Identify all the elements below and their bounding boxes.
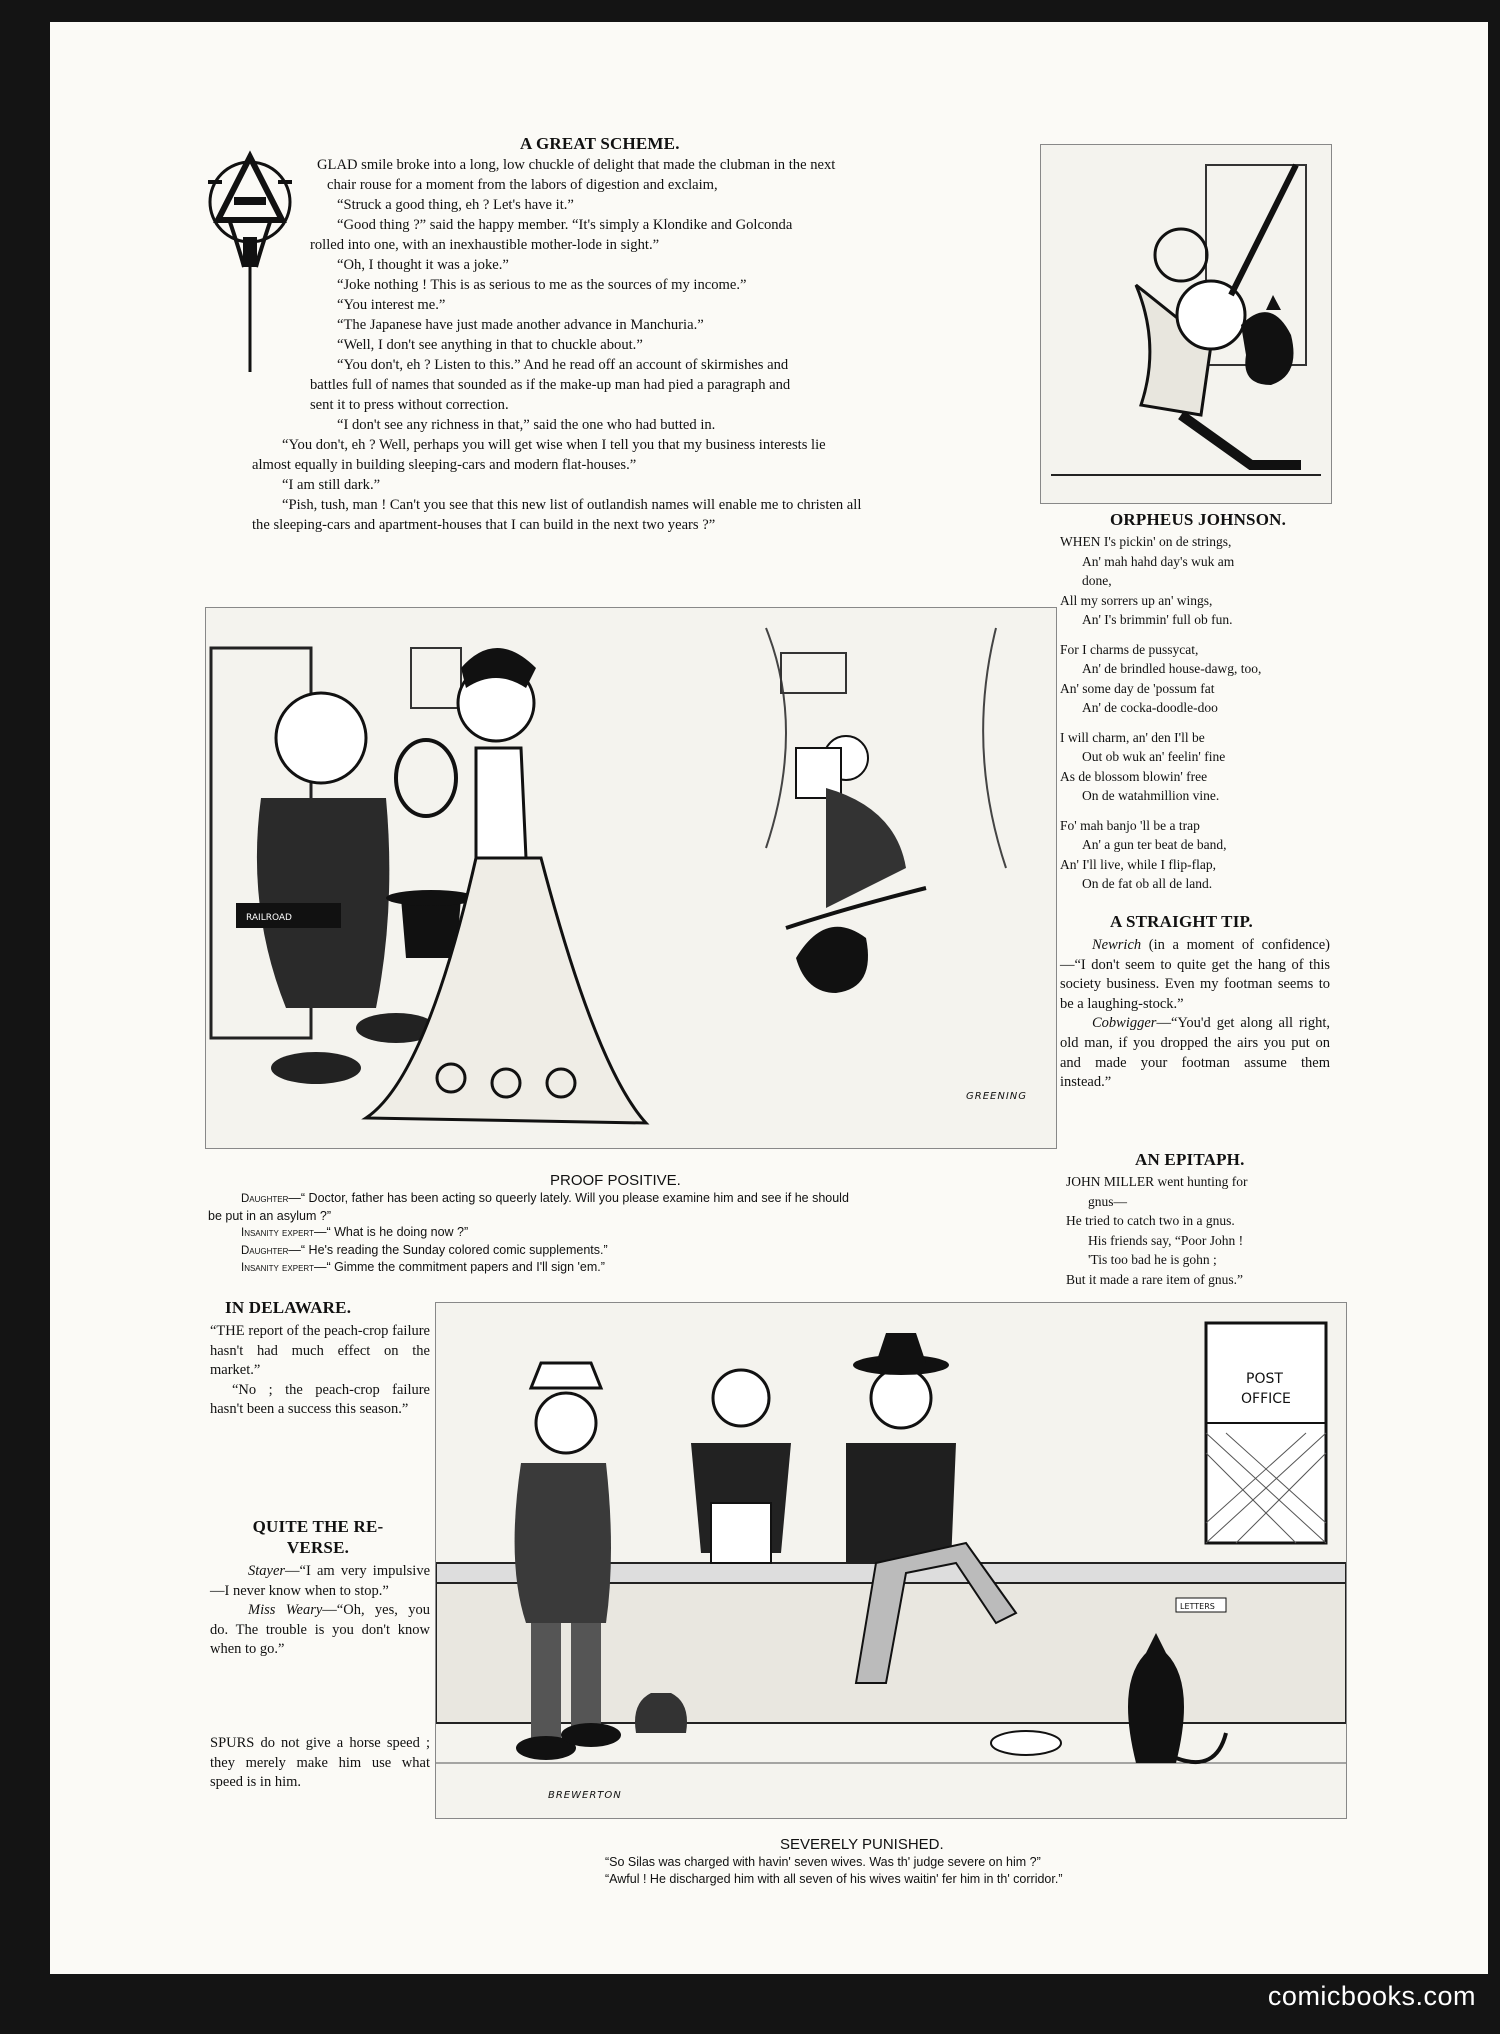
verse-line: His friends say, “Poor John ! bbox=[1088, 1232, 1244, 1248]
post-office-label: OFFICE bbox=[1241, 1391, 1291, 1407]
speaker: Daughter bbox=[241, 1193, 289, 1205]
delaware-title: IN DELAWARE. bbox=[225, 1298, 352, 1317]
severely-punished-illustration bbox=[435, 1302, 1347, 1819]
dialogue: —“ What is he doing now ?” bbox=[313, 1225, 469, 1239]
severely-punished-title: SEVERELY PUNISHED. bbox=[780, 1836, 944, 1853]
verse-line: gnus— bbox=[1088, 1193, 1128, 1209]
verse-line: On de fat ob all de land. bbox=[1082, 876, 1213, 891]
line: “Oh, I thought it was a joke.” bbox=[337, 257, 509, 273]
verse-line: An' de brindled house-dawg, too, bbox=[1082, 661, 1262, 676]
dialogue: “Awful ! He discharged him with all seven of his wives waitin' fer him in th' corridor.” bbox=[605, 1871, 1063, 1886]
epitaph-poem bbox=[1066, 1172, 1336, 1289]
verse-line: WHEN I's pickin' on de strings, bbox=[1060, 534, 1232, 549]
stanza bbox=[1060, 532, 1340, 630]
verse-line: I will charm, an' den I'll be bbox=[1060, 729, 1205, 745]
line: “You interest me.” bbox=[337, 297, 446, 313]
line: “You don't, eh ? Listen to this.” And he read off an account of skirmishes and bbox=[337, 357, 789, 373]
spurs-text: SPURS do not give a horse speed ; they merely make him use what speed is in him. bbox=[210, 1735, 430, 1791]
line: battles full of names that sounded as if the make-up man had pied a paragraph and bbox=[310, 377, 791, 393]
verse-line: All my sorrers up an' wings, bbox=[1060, 592, 1213, 608]
dialogue: —“ He's reading the Sunday colored comic supplements.” bbox=[288, 1242, 608, 1257]
site-watermark: comicbooks.com bbox=[1267, 1981, 1476, 2011]
dialogue: —“Oh, yes, you do. The trouble is you don't know when to go.” bbox=[210, 1602, 430, 1658]
line: GLAD smile broke into a long, low chuckle of delight that made the clubman in the next bbox=[317, 157, 836, 173]
banjo-player-illustration bbox=[1040, 144, 1332, 504]
stanza bbox=[1060, 640, 1340, 718]
verse-line: done, bbox=[1082, 573, 1112, 588]
reverse-title: QUITE THE RE-VERSE. bbox=[252, 1517, 384, 1557]
verse-line: An' mah hahd day's wuk am bbox=[1082, 553, 1235, 569]
severely-punished-caption bbox=[605, 1854, 1305, 1887]
speaker: Miss Weary bbox=[248, 1602, 323, 1619]
great-scheme-title: A GREAT SCHEME. bbox=[520, 134, 680, 153]
verse-line: An' I'll live, while I flip-flap, bbox=[1060, 856, 1216, 872]
speaker: Cobwigger bbox=[1092, 1015, 1157, 1032]
letters-label: LETTERS bbox=[1180, 1602, 1215, 1611]
dialogue: —“I am very impulsive—I never know when to stop.” bbox=[210, 1563, 430, 1599]
stanza bbox=[1060, 816, 1340, 894]
reverse-text bbox=[210, 1562, 430, 1660]
delaware-text bbox=[210, 1322, 430, 1420]
line: “Struck a good thing, eh ? Let's have it.” bbox=[337, 197, 574, 213]
dialogue: —“ Doctor, father has been acting so queerly lately. Will you please examine him and see if he should bbox=[288, 1191, 849, 1205]
line: sent it to press without correction. bbox=[310, 397, 509, 413]
straight-tip-title: A STRAIGHT TIP. bbox=[1110, 912, 1254, 931]
line: “Good thing ?” said the happy member. “It's simply a Klondike and Golconda bbox=[337, 217, 793, 233]
orpheus-poem bbox=[1060, 532, 1340, 904]
line: “Joke nothing ! This is as serious to me as the sources of my income.” bbox=[337, 277, 747, 293]
verse-line: But it made a rare item of gnus.” bbox=[1066, 1271, 1243, 1287]
artist-signature: BREWERTON bbox=[548, 1790, 622, 1801]
line: “You don't, eh ? Well, perhaps you will get wise when I tell you that my business interests lie bbox=[282, 437, 826, 453]
line: “The Japanese have just made another advance in Manchuria.” bbox=[337, 317, 704, 333]
delaware-paragraph: “THE report of the peach-crop failure hasn't had much effect on the market.” bbox=[210, 1323, 430, 1379]
proof-positive-title: PROOF POSITIVE. bbox=[550, 1172, 681, 1189]
line: rolled into one, with an inexhaustible mother-lode in sight.” bbox=[310, 237, 660, 253]
post-office-label: POST bbox=[1246, 1371, 1283, 1387]
artist-signature: GREENING bbox=[966, 1091, 1027, 1102]
dialogue: —“ Gimme the commitment papers and I'll sign 'em.” bbox=[313, 1260, 605, 1274]
verse-line: An' I's brimmin' full ob fun. bbox=[1082, 612, 1233, 627]
speaker: Insanity expert bbox=[241, 1262, 314, 1274]
line: “I don't see any richness in that,” said the one who had butted in. bbox=[337, 417, 716, 433]
verse-line: 'Tis too bad he is gohn ; bbox=[1088, 1252, 1217, 1267]
proof-positive-caption bbox=[208, 1190, 1068, 1277]
straight-tip-text bbox=[1060, 936, 1330, 1093]
verse-line: JOHN MILLER went hunting for bbox=[1066, 1174, 1248, 1189]
dialogue: (in a moment of confidence) —“I don't seem to quite get the hang of this society business. Even my footman seems to be a laughing-stock.” bbox=[1060, 937, 1330, 1012]
speaker: Stayer bbox=[248, 1563, 286, 1579]
verse-line: An' de cocka-doodle-doo bbox=[1082, 700, 1218, 715]
dialogue: be put in an asylum ?” bbox=[208, 1208, 331, 1223]
line: chair rouse for a moment from the labors of digestion and exclaim, bbox=[327, 177, 718, 193]
line: “Well, I don't see anything in that to chuckle about.” bbox=[337, 337, 643, 353]
verse-line: An' some day de 'possum fat bbox=[1060, 680, 1215, 696]
verse-line: As de blossom blowin' free bbox=[1060, 768, 1208, 784]
great-scheme-text bbox=[202, 155, 1082, 535]
verse-line: For I charms de pussycat, bbox=[1060, 641, 1199, 657]
verse-line: He tried to catch two in a gnus. bbox=[1066, 1213, 1235, 1228]
speaker: Newrich bbox=[1092, 937, 1142, 953]
line: “I am still dark.” bbox=[282, 477, 381, 493]
line: the sleeping-cars and apartment-houses that I can build in the next two years ?” bbox=[252, 517, 716, 533]
epitaph-title: AN EPITAPH. bbox=[1135, 1150, 1245, 1169]
orpheus-title: ORPHEUS JOHNSON. bbox=[1110, 510, 1287, 529]
dialogue: —“You'd get along all right, old man, if you dropped the airs you put on and made your footman assume them instead.” bbox=[1060, 1015, 1330, 1091]
proof-positive-illustration bbox=[205, 607, 1057, 1149]
speaker: Insanity expert bbox=[241, 1227, 314, 1239]
verse-line: Fo' mah banjo 'll be a trap bbox=[1060, 817, 1200, 833]
line: almost equally in building sleeping-cars and modern flat-houses.” bbox=[252, 457, 637, 473]
speaker: Daughter bbox=[241, 1244, 289, 1257]
stanza bbox=[1060, 728, 1340, 806]
magazine-page bbox=[50, 22, 1488, 1974]
bag-label: RAILROAD bbox=[246, 913, 292, 923]
line: “Pish, tush, man ! Can't you see that this new list of outlandish names will enable me to christen all bbox=[282, 497, 862, 513]
verse-line: An' a gun ter beat de band, bbox=[1082, 837, 1227, 852]
verse-line: Out ob wuk an' feelin' fine bbox=[1082, 749, 1226, 764]
dialogue: “So Silas was charged with havin' seven wives. Was th' judge severe on him ?” bbox=[605, 1855, 1041, 1869]
delaware-paragraph: “No ; the peach-crop failure hasn't been a success this season.” bbox=[210, 1381, 430, 1418]
verse-line: On de watahmillion vine. bbox=[1082, 788, 1220, 803]
